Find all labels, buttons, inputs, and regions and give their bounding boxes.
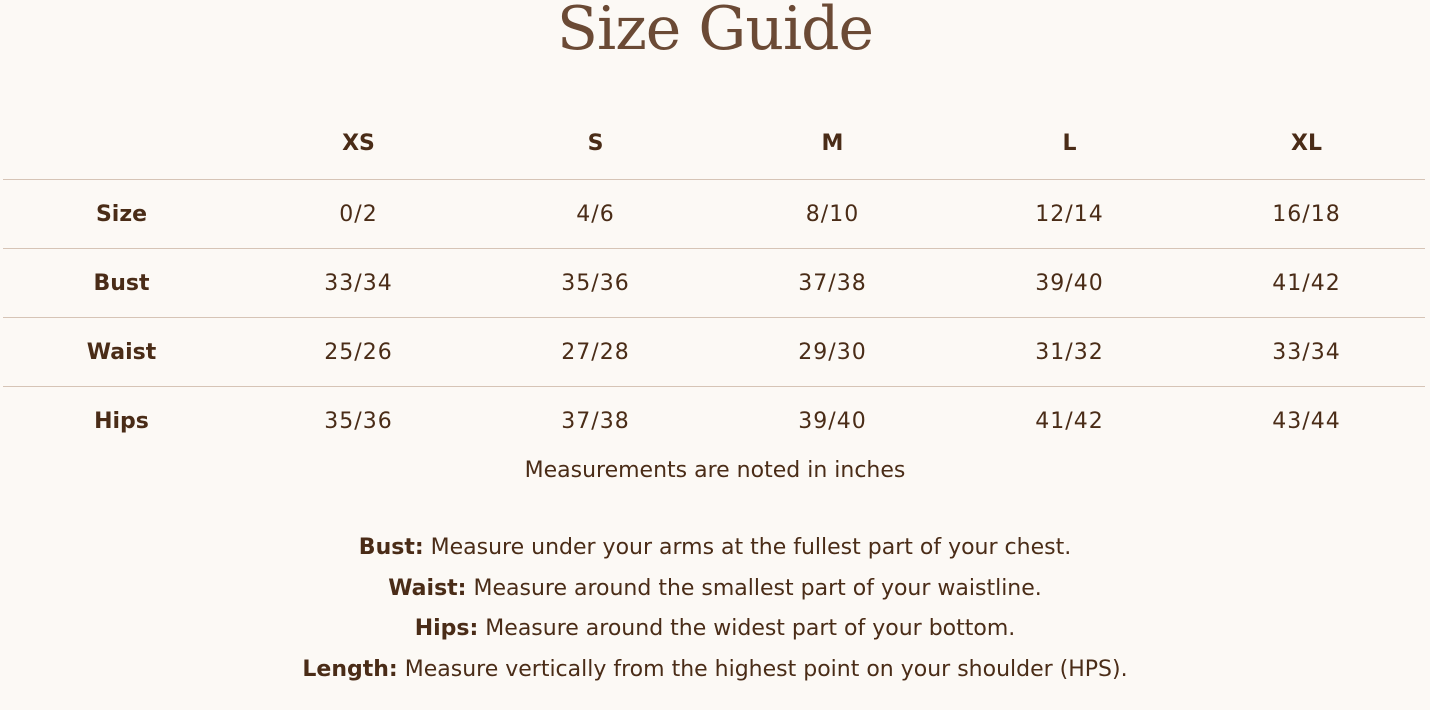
table-cell: 41/42 bbox=[1188, 249, 1425, 318]
table-cell: 0/2 bbox=[240, 180, 477, 249]
measurement-definitions bbox=[0, 532, 1430, 695]
definition-term: Hips: bbox=[414, 616, 479, 642]
definition-term: Bust: bbox=[358, 535, 424, 560]
table-cell: 27/28 bbox=[477, 318, 714, 387]
row-label-hips: Hips bbox=[94, 408, 149, 434]
table-header-xl: XL bbox=[1188, 108, 1425, 180]
definition-text: Measure under your arms at the fullest part of your chest. bbox=[423, 535, 1072, 560]
definition-term: Length: bbox=[302, 657, 398, 683]
table-cell: 43/44 bbox=[1272, 408, 1341, 434]
definition-text: Measure around the widest part of your bottom. bbox=[478, 616, 1016, 642]
table-header-m: M bbox=[714, 108, 951, 180]
table-row bbox=[3, 249, 1425, 318]
table-cell: 37/38 bbox=[561, 408, 630, 434]
table-cell: 29/30 bbox=[714, 318, 951, 387]
table-cell: 25/26 bbox=[240, 318, 477, 387]
definition-length bbox=[0, 654, 1430, 695]
table-cell: 37/38 bbox=[714, 249, 951, 318]
table-cell: 39/40 bbox=[798, 408, 867, 434]
table-header-cell bbox=[3, 108, 240, 180]
measurement-note: Measurements are noted in inches bbox=[524, 458, 906, 483]
table-header-xs: XS bbox=[240, 108, 477, 180]
table-row bbox=[3, 180, 1425, 249]
table-header-row bbox=[3, 108, 1425, 180]
table-cell: 39/40 bbox=[951, 249, 1188, 318]
definition-text: Measure around the smallest part of your waistline. bbox=[466, 575, 1042, 601]
definition-bust bbox=[0, 532, 1430, 573]
table-cell: 35/36 bbox=[324, 408, 393, 434]
row-label-bust: Bust bbox=[3, 249, 240, 318]
definition-waist bbox=[0, 573, 1430, 614]
table-cell: 33/34 bbox=[1188, 318, 1425, 387]
table-row bbox=[3, 387, 1425, 456]
page-title: Size Guide bbox=[556, 0, 874, 64]
table-cell: 35/36 bbox=[477, 249, 714, 318]
table-cell: 33/34 bbox=[240, 249, 477, 318]
table-cell: 8/10 bbox=[714, 180, 951, 249]
table-cell: 12/14 bbox=[951, 180, 1188, 249]
row-label-size: Size bbox=[3, 180, 240, 249]
table-row bbox=[3, 318, 1425, 387]
table-cell: 16/18 bbox=[1188, 180, 1425, 249]
row-label-waist: Waist bbox=[3, 318, 240, 387]
definition-term: Waist: bbox=[388, 575, 467, 601]
table-header-s: S bbox=[477, 108, 714, 180]
definition-hips bbox=[0, 613, 1430, 654]
table-cell: 41/42 bbox=[1035, 408, 1104, 434]
table-cell: 31/32 bbox=[951, 318, 1188, 387]
definition-text: Measure vertically from the highest point on your shoulder (HPS). bbox=[397, 657, 1128, 683]
table-header-l: L bbox=[951, 108, 1188, 180]
table-cell: 4/6 bbox=[477, 180, 714, 249]
size-table bbox=[3, 108, 1425, 456]
